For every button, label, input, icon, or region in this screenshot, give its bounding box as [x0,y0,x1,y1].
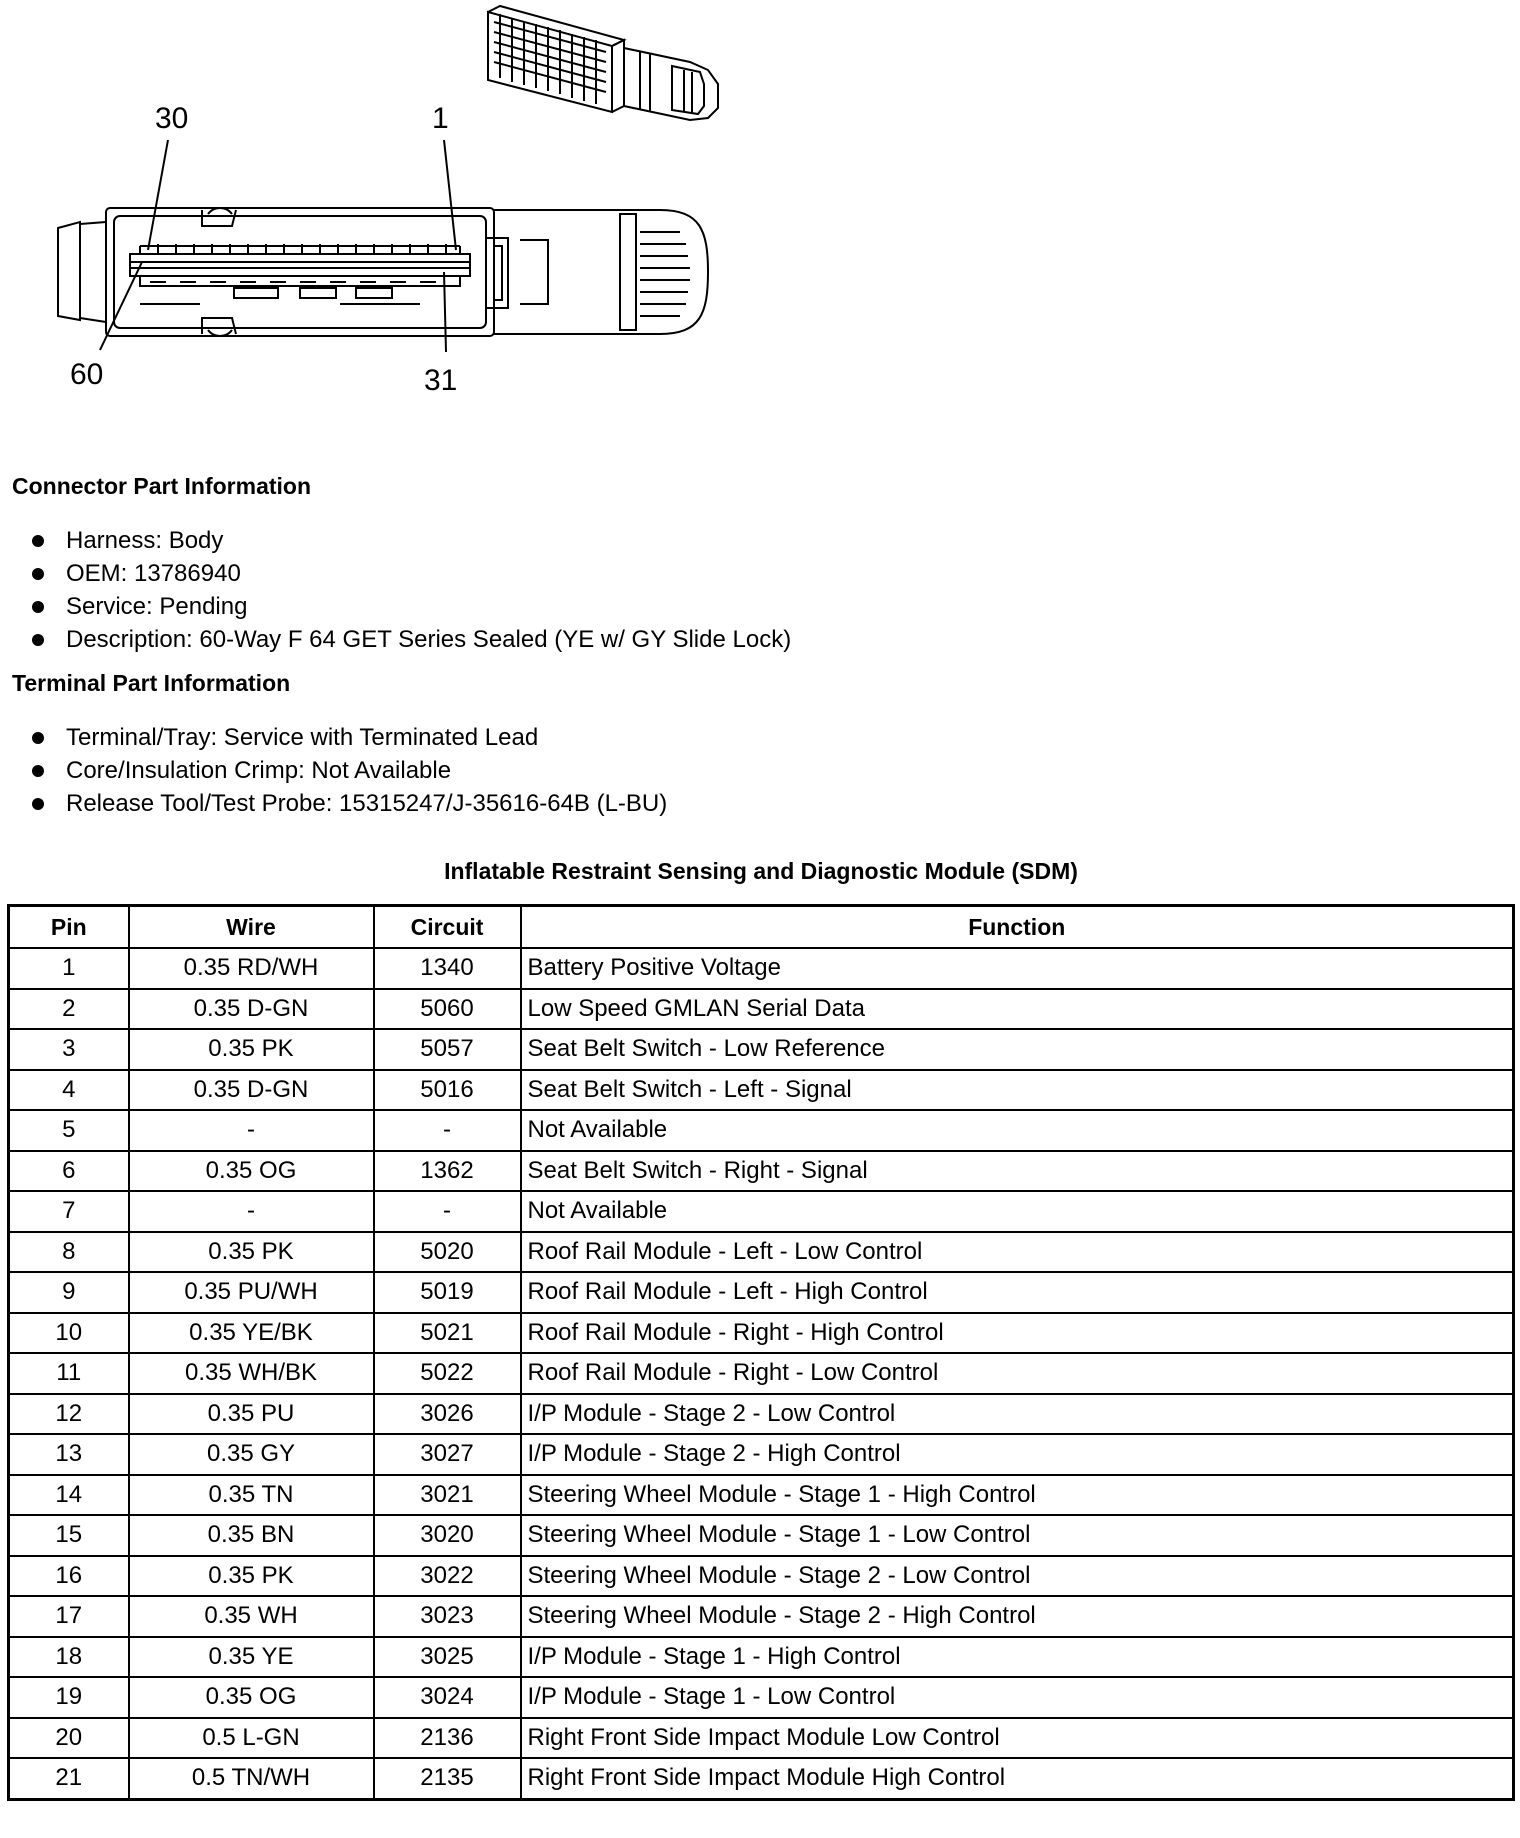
cell-circuit: 2135 [374,1758,521,1799]
connector-part-info-list [28,524,791,656]
cell-circuit: 5020 [374,1232,521,1273]
cell-wire: 0.5 L-GN [129,1718,374,1759]
bullet-icon [32,601,44,613]
table-row [9,1677,1514,1718]
cell-wire: 0.5 TN/WH [129,1758,374,1799]
pin-label-1: 1 [432,102,449,135]
pin-label-30: 30 [155,102,189,135]
cell-wire: 0.35 RD/WH [129,948,374,989]
cell-pin: 20 [9,1718,129,1759]
cell-pin: 3 [9,1029,129,1070]
terminal-part-info-list [28,721,667,820]
cell-function: Right Front Side Impact Module High Control [521,1758,1514,1799]
cell-circuit: 5057 [374,1029,521,1070]
cell-wire: 0.35 PU [129,1394,374,1435]
table-title: Inflatable Restraint Sensing and Diagnostic Module (SDM) [444,858,1078,884]
cell-pin: 8 [9,1232,129,1273]
cell-wire: - [129,1110,374,1151]
cell-pin: 6 [9,1151,129,1192]
cell-wire: 0.35 PK [129,1232,374,1273]
list-item: Core/Insulation Crimp: Not Available [28,754,667,787]
cell-wire: 0.35 PK [129,1029,374,1070]
list-item: Release Tool/Test Probe: 15315247/J-35616-64B (L-BU) [28,787,667,820]
bullet-icon [32,568,44,580]
table-row [9,948,1514,989]
cell-function: Right Front Side Impact Module Low Control [521,1718,1514,1759]
bullet-icon [32,634,44,646]
cell-pin: 1 [9,948,129,989]
cell-wire: 0.35 GY [129,1434,374,1475]
cell-function: Steering Wheel Module - Stage 1 - High Control [521,1475,1514,1516]
cell-pin: 14 [9,1475,129,1516]
cell-wire: 0.35 D-GN [129,989,374,1030]
header-wire: Wire [129,906,374,949]
bullet-icon [32,798,44,810]
table-row [9,1434,1514,1475]
cell-pin: 19 [9,1677,129,1718]
table-row [9,1070,1514,1111]
cell-circuit: 3026 [374,1394,521,1435]
cell-circuit: 5019 [374,1272,521,1313]
cell-pin: 12 [9,1394,129,1435]
table-row [9,1758,1514,1799]
terminal-part-info-heading: Terminal Part Information [12,670,291,696]
cell-wire: 0.35 YE [129,1637,374,1678]
cell-function: Roof Rail Module - Left - High Control [521,1272,1514,1313]
list-item: Terminal/Tray: Service with Terminated Lead [28,721,667,754]
table-header-row [9,906,1514,949]
connector-diagram [0,0,760,400]
cell-wire: 0.35 D-GN [129,1070,374,1111]
connector-part-info-heading: Connector Part Information [12,473,312,499]
table-row [9,1110,1514,1151]
cell-circuit: 3027 [374,1434,521,1475]
table-row [9,1596,1514,1637]
table-row [9,1353,1514,1394]
header-pin: Pin [9,906,129,949]
cell-function: Roof Rail Module - Left - Low Control [521,1232,1514,1273]
cell-function: I/P Module - Stage 2 - High Control [521,1434,1514,1475]
cell-wire: 0.35 BN [129,1515,374,1556]
header-circuit: Circuit [374,906,521,949]
cell-function: Not Available [521,1191,1514,1232]
table-row [9,1313,1514,1354]
cell-function: Low Speed GMLAN Serial Data [521,989,1514,1030]
cell-function: Steering Wheel Module - Stage 2 - High Control [521,1596,1514,1637]
cell-pin: 4 [9,1070,129,1111]
cell-wire: 0.35 YE/BK [129,1313,374,1354]
connector-face-view [58,208,708,336]
cell-pin: 16 [9,1556,129,1597]
cell-pin: 10 [9,1313,129,1354]
list-item: Harness: Body [28,524,791,557]
cell-wire: 0.35 WH/BK [129,1353,374,1394]
table-row [9,1151,1514,1192]
cell-function: I/P Module - Stage 1 - Low Control [521,1677,1514,1718]
table-body [9,948,1514,1799]
cell-pin: 17 [9,1596,129,1637]
cell-function: Battery Positive Voltage [521,948,1514,989]
table-row [9,1191,1514,1232]
table-row [9,1637,1514,1678]
cell-circuit: 3020 [374,1515,521,1556]
cell-circuit: 3024 [374,1677,521,1718]
cell-pin: 18 [9,1637,129,1678]
connector-isometric-view [488,6,718,120]
cell-circuit: - [374,1110,521,1151]
cell-function: I/P Module - Stage 1 - High Control [521,1637,1514,1678]
cell-function: Roof Rail Module - Right - High Control [521,1313,1514,1354]
cell-wire: 0.35 TN [129,1475,374,1516]
cell-function: Seat Belt Switch - Right - Signal [521,1151,1514,1192]
header-function: Function [521,906,1514,949]
cell-circuit: 1340 [374,948,521,989]
table-row [9,1556,1514,1597]
cell-function: Roof Rail Module - Right - Low Control [521,1353,1514,1394]
cell-circuit: 3022 [374,1556,521,1597]
bullet-icon [32,535,44,547]
table-row [9,989,1514,1030]
cell-pin: 13 [9,1434,129,1475]
cell-wire: 0.35 OG [129,1677,374,1718]
cell-circuit: 5022 [374,1353,521,1394]
cell-circuit: 3025 [374,1637,521,1678]
bullet-icon [32,765,44,777]
cell-circuit: 5021 [374,1313,521,1354]
cell-circuit: 1362 [374,1151,521,1192]
table-row [9,1029,1514,1070]
cell-function: Seat Belt Switch - Low Reference [521,1029,1514,1070]
pin-label-60: 60 [70,358,104,391]
cell-wire: - [129,1191,374,1232]
cell-circuit: 3021 [374,1475,521,1516]
cell-pin: 9 [9,1272,129,1313]
cell-pin: 7 [9,1191,129,1232]
cell-circuit: 3023 [374,1596,521,1637]
cell-function: Steering Wheel Module - Stage 1 - Low Control [521,1515,1514,1556]
cell-circuit: - [374,1191,521,1232]
table-row [9,1272,1514,1313]
cell-pin: 5 [9,1110,129,1151]
cell-circuit: 5016 [374,1070,521,1111]
cell-function: Steering Wheel Module - Stage 2 - Low Control [521,1556,1514,1597]
pinout-table [7,904,1515,1801]
cell-function: Seat Belt Switch - Left - Signal [521,1070,1514,1111]
bullet-icon [32,732,44,744]
list-item: Description: 60-Way F 64 GET Series Sealed (YE w/ GY Slide Lock) [28,623,791,656]
cell-wire: 0.35 PK [129,1556,374,1597]
table-row [9,1394,1514,1435]
cell-circuit: 5060 [374,989,521,1030]
cell-circuit: 2136 [374,1718,521,1759]
cell-pin: 21 [9,1758,129,1799]
table-row [9,1475,1514,1516]
list-item: Service: Pending [28,590,791,623]
cell-function: Not Available [521,1110,1514,1151]
table-row [9,1232,1514,1273]
cell-wire: 0.35 PU/WH [129,1272,374,1313]
cell-pin: 11 [9,1353,129,1394]
list-item: OEM: 13786940 [28,557,791,590]
table-row [9,1515,1514,1556]
table-row [9,1718,1514,1759]
cell-pin: 15 [9,1515,129,1556]
cell-function: I/P Module - Stage 2 - Low Control [521,1394,1514,1435]
cell-wire: 0.35 WH [129,1596,374,1637]
pin-label-31: 31 [424,364,458,397]
cell-wire: 0.35 OG [129,1151,374,1192]
cell-pin: 2 [9,989,129,1030]
